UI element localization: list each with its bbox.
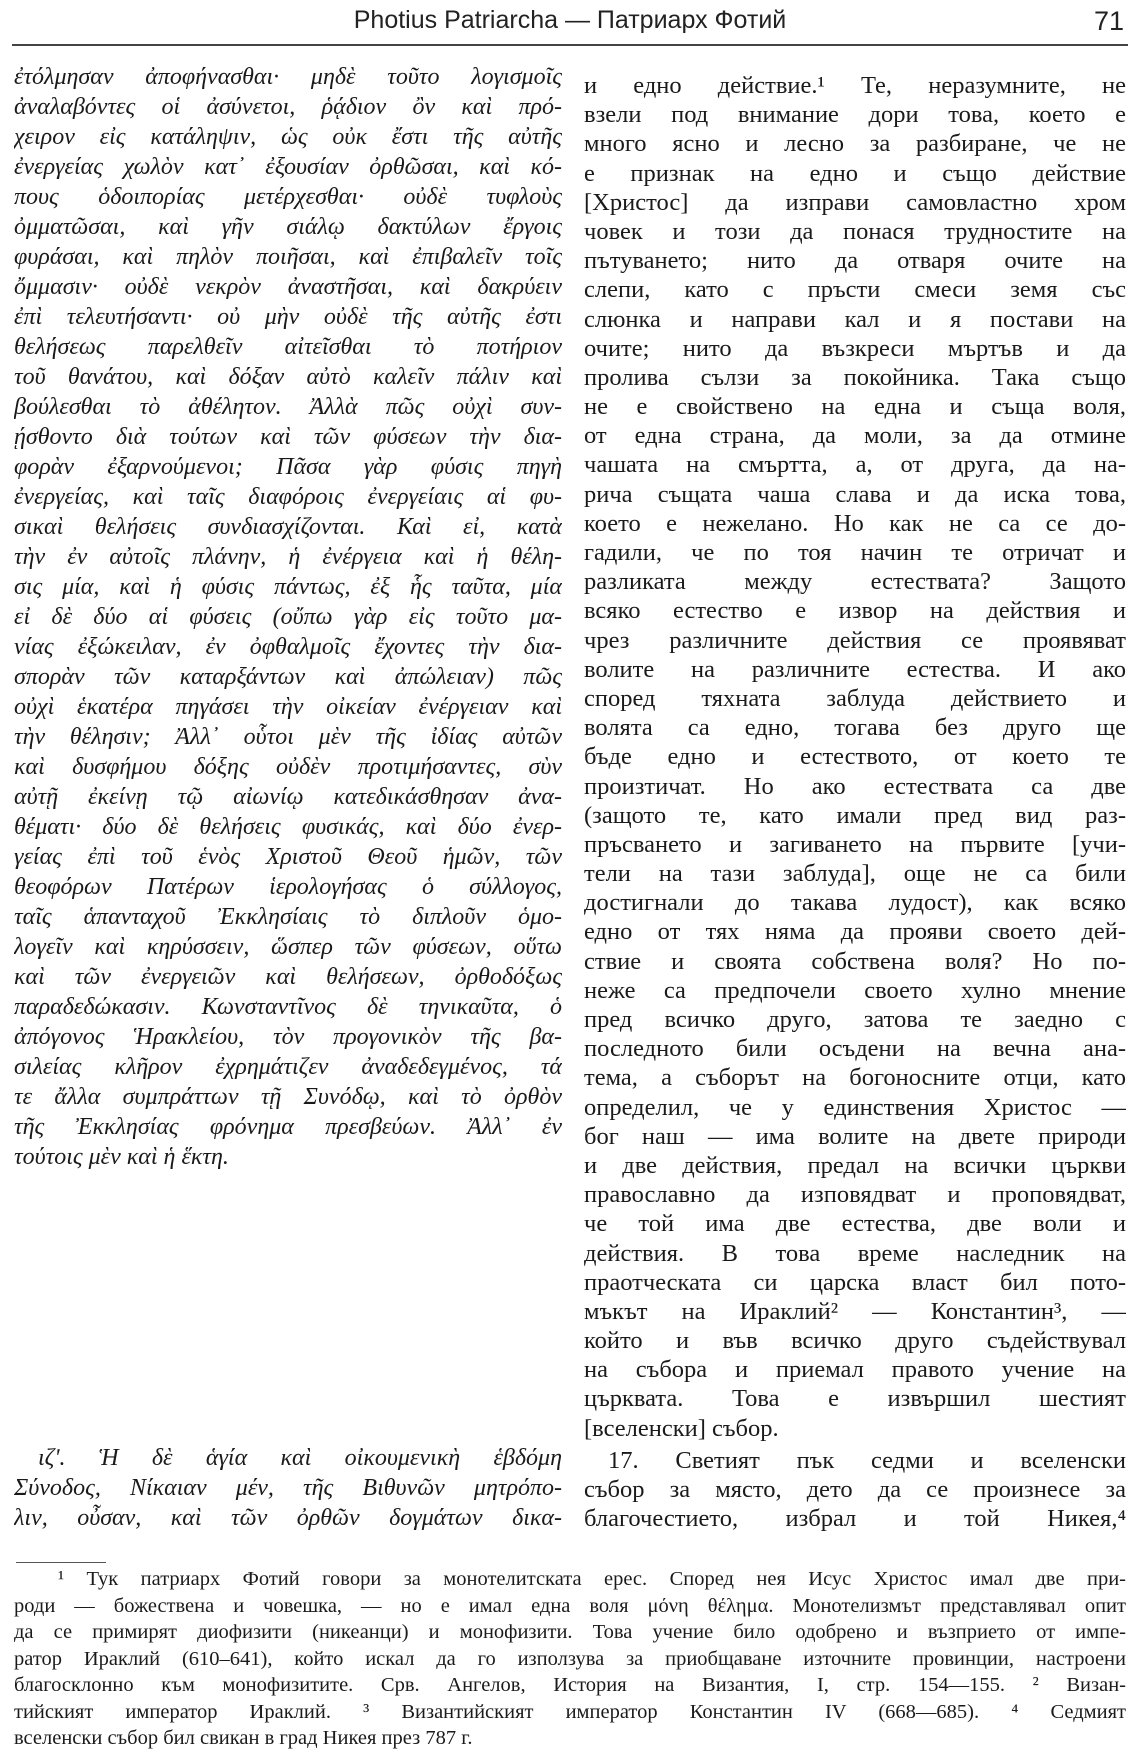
text-line: 17. Светият пък седми и вселенски [608,1447,1126,1474]
header-rule [12,44,1128,46]
text-line: мъкът на Ираклий² — Константин³, — [584,1297,1126,1325]
text-line: действия. В това време наследник на [584,1239,1126,1267]
text-line: καὶ δυσφήμου δόξης οὐδὲν προτιμήσαντες, σὺν [14,754,562,780]
text-line: роди — божествена и човешка, — но е имал една воля μόνη θέλημα. Монотелизмът представлявал опит [14,1594,1126,1617]
text-line: праотческата си царска власт бил пото- [584,1268,1126,1296]
text-line: разликата между естествата? Защото [584,568,1126,596]
text-line: Σύνοδος, Νίκαιαν μέν, τῆς Βιθυνῶν μητρόπο- [14,1475,562,1501]
text-line: чашата на смъртта, а, от друга, да на- [584,451,1126,479]
text-line: неже са предпочели своето хулно мнение [584,976,1126,1004]
text-line: много ясно и лесно за разбиране, че не [584,130,1126,158]
text-line: [Христос] да изправи самовластно хром [584,188,1126,216]
text-line: [вселенски] събор. [584,1414,779,1442]
text-line: тема, а съборът на богоносните отци, като [584,1064,1126,1092]
text-line: σις μία, καὶ ἡ φύσις πάντως, ἐξ ἧς ταῦτα, μία [14,574,562,600]
text-line: (защото те, като имали пред вид раз- [584,801,1126,829]
text-line: достигнали до такава лудост), как всяко [584,889,1126,917]
text-line: σπορὰν τῶν καταρξάντων καὶ ἀπώλειαν) πῶς [14,664,562,690]
page-number: 71 [1093,6,1124,36]
text-line: ἐτόλμησαν ἀποφήνασθαι· μηδὲ τοῦτο λογισμοῖς [14,64,562,90]
bulgarian-section-17 [584,1446,1126,1534]
text-line: ὄμμασιν· οὐδὲ νεκρὸν ἀναστῆσαι, καὶ δακρύειν [14,274,562,300]
text-line: εἰ δὲ δύο αἱ φύσεις (οὔπω γὰρ εἰς τοῦτο μα- [14,604,562,630]
text-line: χειρον εἰς κατάληψιν, ὡς οὐκ ἔστι τῆς αὐτῆς [14,124,562,150]
text-line: ἐνεργείας χωλὸν κατ᾿ ἐξουσίαν ὀρθῶσαι, καὶ κό- [14,154,562,180]
text-line: вселенски събор бил свикан в град Никея през 787 г. [14,1727,473,1749]
text-line: τῆς Ἐκκλησίας φρόνημα πρεσβεύων. Ἀλλ᾿ ἐν [14,1114,562,1140]
text-line: τὴν θέλησιν; Ἀλλ᾿ οὗτοι μὲν τῆς ἰδίας αὐτῶν [14,724,562,750]
text-line: λογεῖν καὶ κηρύσσειν, ὥσπερ τῶν φύσεων, οὕτω [14,934,562,960]
text-line: ιζʹ. Ἡ δὲ ἁγία καὶ οἰκουμενικὴ ἑβδόμη [38,1445,562,1471]
bulgarian-text-column [584,71,1126,1443]
text-line: не е свойствено на една и съща воля, [584,393,1126,421]
text-line: определил, че у единствения Христос — [584,1093,1126,1121]
text-line: че той има две естества, две воли и [584,1210,1126,1238]
text-line: е признак на едно и също действие [584,159,1126,187]
text-line: последното били осъдени на вечна ана- [584,1035,1126,1063]
text-line: ратор Ираклий (610–641), който искал да го използува за приобщаване източните провинции, настроени [14,1647,1126,1670]
text-line: взели под внимание дори това, което е [584,101,1126,129]
text-line: φυράσαι, καὶ πηλὸν ποιῆσαι, καὶ ἐπιβαλεῖν τοῖς [14,244,562,270]
text-line: очите; нито да възкреси мъртъв и да [584,334,1126,362]
text-line: произтичат. Но ако естествата са две [584,772,1126,800]
text-line: благосклонно към монофизитите. Срв. Ангелов, История на Византия, I, стр. 154—155. ² Визан- [14,1674,1126,1696]
text-line: ἐνεργείας, καὶ ταῖς διαφόροις ἐνεργείαις αἱ φυ- [14,484,562,510]
greek-section-17 [14,1443,562,1533]
text-line: σιλείας κλῆρον ἐχρημάτιζεν ἀναδεδεγμένος, τά [14,1054,562,1080]
text-line: ἀπόγονος Ἡρακλείου, τὸν προγονικὸν τῆς βα- [14,1024,562,1050]
text-line: пръсването и загиването на първите [учи- [584,830,1126,858]
text-line: θεοφόρων Πατέρων ἱερολογήσας ὁ σύλλογος, [14,874,562,900]
text-line: λιν, οὖσαν, καὶ τῶν ὀρθῶν δογμάτων δικα- [14,1505,562,1531]
text-line: τούτοις μὲν καὶ ἡ ἕκτη. [14,1144,229,1170]
text-line: βούλεσθαι τὸ ἀθέλητον. Ἀλλὰ πῶς οὐχὶ συν- [14,394,562,420]
text-line: ταῖς ἁπανταχοῦ Ἐκκλησίαις τὸ διπλοῦν ὁμο- [14,904,562,930]
text-line: слепи, като с пръсти смеси земя със [584,276,1126,304]
text-line: и едно действие.¹ Те, неразумните, не [584,72,1126,99]
text-line: καὶ τῶν ἐνεργειῶν καὶ θελήσεων, ὀρθοδόξως [14,964,562,990]
text-line: чрез различните действия се проявяват [584,626,1126,654]
text-line: τὴν ἐν αὐτοῖς πλάνην, ἡ ἐνέργεια καὶ ἡ θέλη- [14,544,562,570]
text-line: αὐτῇ ἐκείνῃ τῷ αἰωνίῳ κατεδικάσθησαν ἀνα- [14,784,562,810]
text-line: πους ὁδοιπορίας μετέρχεσθαι· οὐδὲ τυφλοὺς [14,184,562,210]
text-line: и две действия, предал на всички църкви [584,1151,1126,1179]
text-line: ¹ Тук патриарх Фотий говори за монотелитската ерес. Според нея Исус Христос имал две при- [58,1568,1126,1590]
text-line: волята са едно, тогава без друго ще [584,714,1126,742]
text-line: ὀμματῶσαι, καὶ γῆν σιάλῳ δακτύλων ἔργοις [14,214,562,240]
text-line: което е нежелано. Но как не са се до- [584,509,1126,537]
text-line: според тяхната заблуда действието и [584,684,1126,712]
text-line: тийският император Ираклий. ³ Византийският император Константин IV (668—685). ⁴ Седмият [14,1700,1126,1723]
text-line: благочестието, избрал и той Никея,⁴ [584,1505,1126,1533]
text-line: волите на различните естества. И ако [584,655,1126,683]
footnotes [14,1566,1126,1752]
text-line: παραδεδώκασιν. Κωνσταντῖνος δὲ τηνικαῦτα, ὁ [14,994,562,1020]
text-line: пред всичко друго, затова те заедно с [584,1006,1126,1033]
text-line: да се примирят диофизити (никеанци) и монофизити. Това учение било одобрено и възприето от импе- [14,1621,1126,1643]
text-line: слюнка и направи кал и я постави на [584,305,1126,333]
text-line: всяко естество е извор на действия и [584,597,1126,625]
text-line: православно да изповядват и проповядват, [584,1181,1126,1209]
text-line: пътуването; нито да отваря очите на [584,247,1126,275]
text-line: който и във всичко друго съдействувал [584,1327,1126,1355]
text-line: οὐχὶ ἑκατέρα πηγάσει τὴν οἰκείαν ἐνέργειαν καὶ [14,694,562,720]
text-line: бог наш — има волите на двете природи [584,1122,1126,1150]
text-line: σικαὶ θελήσεις συνδιασχίζονται. Καὶ εἰ, κατὰ [14,514,562,540]
text-line: φορὰν ἐξαρνούμενοι; Πᾶσα γὰρ φύσις πηγὴ [14,454,562,480]
text-line: пролива сълзи за покойника. Така също [584,363,1126,391]
text-line: едно от тях няма да прояви своето дей- [584,918,1126,946]
text-line: гадили, че по тоя начин те отричат и [584,539,1126,566]
text-line: църквата. Това е извършил шестият [584,1385,1126,1413]
text-line: θέματι· δύο δὲ θελήσεις φυσικάς, καὶ δύο ἐνερ- [14,814,562,840]
text-line: ствие и своята собствена воля? Но по- [584,947,1126,975]
text-line: от една страна, да моли, за да отмине [584,422,1126,450]
text-line: ῄσθοντο διὰ τούτων καὶ τῶν φύσεων τὴν δια- [14,424,562,450]
text-line: ἐπὶ τελευτήσαντι· οὐ μὴν οὐδὲ τῆς αὐτῆς ἐστι [14,304,562,330]
text-line: тели на тази заблуда], още не са били [584,860,1126,888]
text-line: на събора и приемал правото учение на [584,1356,1126,1384]
text-line: νίας ἐξώκειλαν, ἐν ὀφθαλμοῖς ἔχοντες τὴν δια- [14,634,562,660]
text-line: τοῦ θανάτου, καὶ δόξαν αὐτὸ καλεῖν πάλιν καὶ [14,364,562,390]
text-line: θελήσεως παρελθεῖν αἰτεῖσθαι τὸ ποτήριον [14,334,562,360]
text-line: γείας ἐπὶ τοῦ ἑνὸς Χριστοῦ Θεοῦ ἡμῶν, τῶν [14,844,562,870]
text-line: събор за място, дето да се произнесе за [584,1476,1126,1504]
text-line: ἀναλαβόντες οἱ ἀσύνετοι, ῥᾴδιον ὂν καὶ πρό- [14,94,562,120]
greek-text-column [14,62,562,1172]
footnote-rule [16,1562,106,1563]
text-line: рича същата чаша слава и да иска това, [584,480,1126,508]
text-line: човек и този да понася трудностите на [584,217,1126,245]
text-line: τε ἄλλα συμπράττων τῇ Συνόδῳ, καὶ τὸ ὀρθὸν [14,1084,562,1110]
text-line: бъде едно и естеството, от което те [584,743,1126,771]
running-header-title: Photius Patriarcha — Патриарх Фотий [353,6,787,34]
